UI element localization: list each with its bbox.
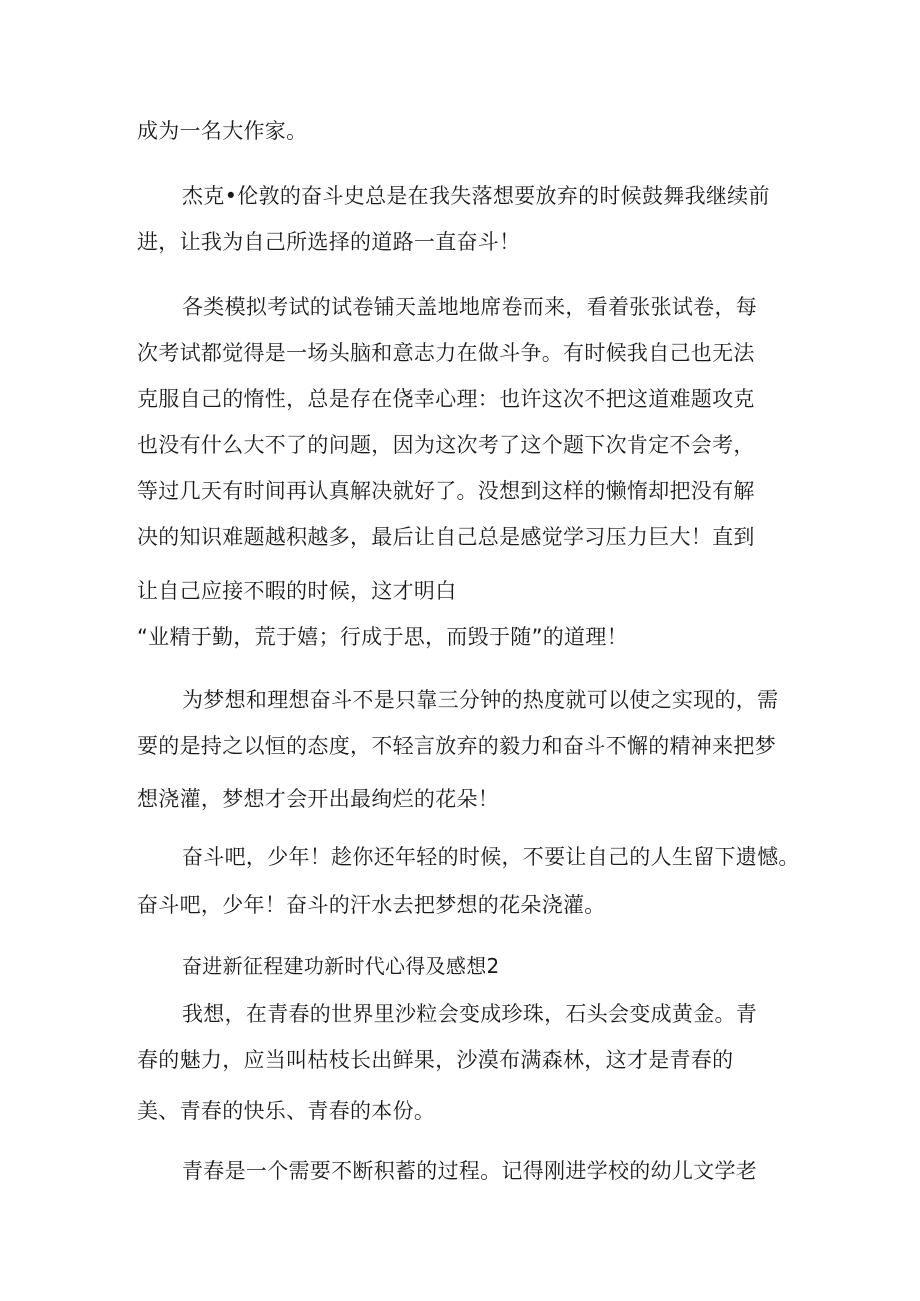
text-line: 为梦想和理想奋斗不是只靠三分钟的热度就可以使之实现的，需 — [182, 688, 779, 712]
text-line: 想浇灌，梦想才会开出最绚烂的花朵！ — [137, 787, 500, 811]
text-line: 要的是持之以恒的态度，不轻言放弃的毅力和奋斗不懈的精神来把梦 — [137, 734, 776, 758]
text-line: 也没有什么大不了的问题，因为这次考了这个题下次肯定不会考， — [137, 433, 755, 457]
text-line: 决的知识难题越积越多，最后让自己总是感觉学习压力巨大！直到 — [137, 525, 755, 549]
text-line: 奋斗吧，少年！奋斗的汗水去把梦想的花朵浇灌。 — [137, 893, 606, 917]
text-line: 让自己应接不暇的时候，这才明白 — [137, 579, 457, 603]
text-line: 青春是一个需要不断积蓄的过程。记得刚进学校的幼儿文学老 — [182, 1159, 758, 1183]
text-line: 美、青春的快乐、青春的本份。 — [137, 1099, 436, 1123]
text-line: 各类模拟考试的试卷铺天盖地地席卷而来，看着张张试卷，每 — [182, 295, 758, 319]
text-line: 次考试都觉得是一场头脑和意志力在做斗争。有时候我自己也无法 — [137, 341, 755, 365]
text-line: 成为一名大作家。 — [137, 119, 308, 143]
text-line: 进，让我为自己所选择的道路一直奋斗！ — [137, 230, 521, 254]
text-line: 等过几天有时间再认真解决就好了。没想到这样的懒惰却把没有解 — [137, 479, 755, 503]
text-line: 杰克•伦敦的奋斗史总是在我失落想要放弃的时候鼓舞我继续前 — [182, 184, 770, 208]
text-line: 春的魅力，应当叫枯枝长出鲜果，沙漠布满森林，这才是青春的 — [137, 1048, 734, 1072]
text-line: 克服自己的惰性，总是存在侥幸心理：也许这次不把这道难题攻克 — [137, 387, 755, 411]
text-line: “业精于勤，荒于嬉；行成于思，而毁于随”的道理！ — [137, 625, 628, 649]
text-line: 我想，在青春的世界里沙粒会变成珍珠，石头会变成黄金。青 — [182, 1002, 758, 1026]
section-heading: 奋进新征程建功新时代心得及感想2 — [182, 954, 500, 978]
text-line: 奋斗吧，少年！趁你还年轻的时候，不要让自己的人生留下遗憾。 — [182, 845, 800, 869]
